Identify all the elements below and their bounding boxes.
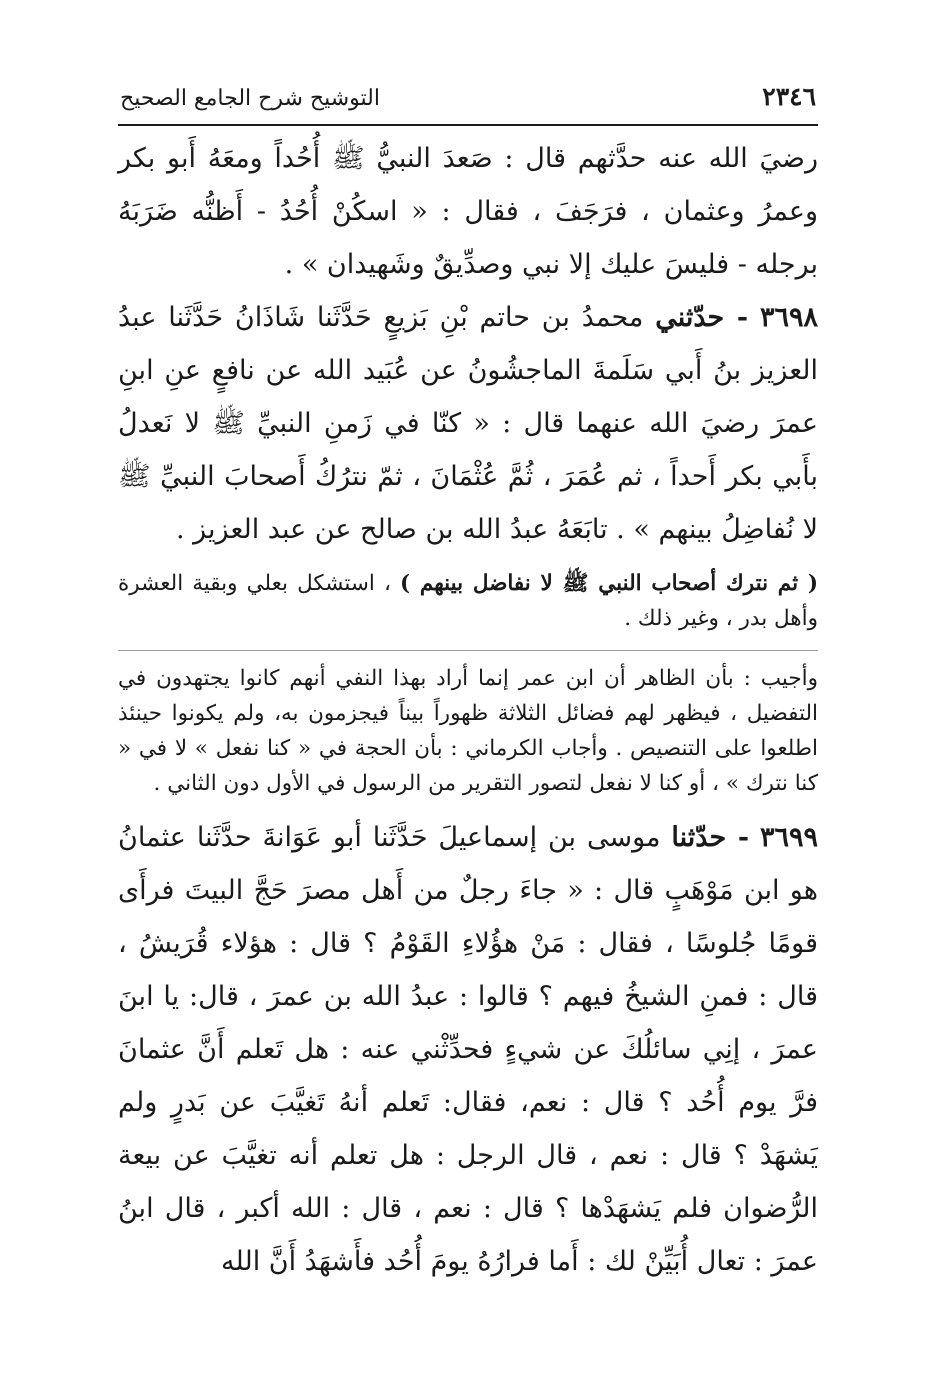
book-page (118, 82, 818, 1288)
hadith-3699 (118, 811, 818, 1288)
hadith-3698 (118, 291, 818, 556)
header-rule (118, 124, 818, 126)
hadith-continuation-text: رضيَ الله عنه حدَّثهم قال : صَعدَ النبيُّ ﷺ أُحُداً ومعَهُ أَبو بكر وعمرُ وعثمان ، فرَجَفَ ، فقال : « اسكُنْ أُحُدُ - أَظنُّه ضَرَبَهُ برجله - فليسَ عليك إلا نبي وصدِّيقٌ وشَهيدان » . (118, 143, 818, 280)
hadith-3698-lead: - حدّثني (655, 302, 749, 333)
section-divider (118, 650, 818, 651)
commentary-question (118, 566, 818, 636)
hadith-number-3698: ٣٦٩٨ (759, 302, 818, 333)
hadith-continuation (118, 132, 818, 291)
running-title: التوشيح شرح الجامع الصحيح (120, 86, 380, 111)
commentary-block-2 (118, 661, 818, 801)
page-header (118, 82, 818, 124)
commentary-answer (118, 661, 818, 801)
page-number: ٢٣٤٦ (762, 82, 816, 111)
commentary-block-1 (118, 566, 818, 636)
hadith-3699-text: موسى بن إسماعيلَ حَدَّثَنا أبو عَوَانةَ حدَّثَنا عثمانُ هو ابن مَوْهَبٍ قال : « جاءَ رجلٌ من أَهل مصرَ حَجَّ البيتَ فرأَى قومًا جُلوسًا ، فقال : مَنْ هؤُلاءِ القَوْمُ ؟ قال : هؤلاء قُرَيشُ ، قال : فمنِ الشيخُ فيهم ؟ قالوا : عبدُ الله بن عمرَ ، قال: يا ابنَ عمرَ ، إنِي سائلُكَ عن شيءٍ فحدِّثْني عنه : هل تَعلم أَنَّ عثمانَ فرَّ يوم أُحُد ؟ قال : نعم، فقال: تَعلم أنهُ تَغيَّبَ عن بَدرٍ ولم يَشهَدْ ؟ قال : نعم ، قال الرجل : هل تعلم أنه تغيَّبَ عن بيعة الرُّضوان فلم يَشهَدْها ؟ قال : نعم ، قال : الله أكبر ، قال ابنُ عمرَ : تعال أُبَيِّنْ لك : أَما فرارُهُ يومَ أُحُد فأَشهَدُ أَنَّ الله (118, 822, 818, 1277)
hadith-3698-text: محمدُ بن حاتم بْنِ بَزيعٍ حَدَّثَنا شَاذَانُ حَدَّثَنا عبدُ العزيز بنُ أَبي سَلَمةَ الماجشُونُ عن عُبَيد الله عن نافعٍ عنِ ابنِ عمرَ رضيَ الله عنهما قال : « كنّا في زَمنِ النبيِّ ﷺ لا نَعدلُ بأَبي بكر أَحداً ، ثم عُمَرَ ، ثُمَّ عُثْمَانَ ، ثمّ نترُكُ أَصحابَ النبيِّ ﷺ لا نُفاضِلُ بينهم » . تابَعَهُ عبدُ الله بن صالح عن عبد العزيز . (118, 302, 818, 545)
commentary-question-text: ، استشكل بعلي وبقية العشرة وأهل بدر ، وغير ذلك . (118, 571, 818, 631)
commentary-quote: ( ثم نترك أصحاب النبي ﷺ لا نفاضل بينهم ) (400, 571, 818, 596)
hadith-number-3699: ٣٦٩٩ (759, 822, 818, 853)
main-text-block-1 (118, 132, 818, 556)
spacer (118, 556, 818, 566)
main-text-block-2 (118, 811, 818, 1288)
spacer (118, 801, 818, 811)
hadith-3699-lead: - حدّثنا (671, 822, 750, 853)
commentary-answer-text: وأجيب : بأن الظاهر أن ابن عمر إنما أراد بهذا النفي أنهم كانوا يجتهدون في التفضيل ، فيظهر لهم فضائل الثلاثة ظهوراً بيناً فيجزمون به، ولم يكونوا حينئذ اطلعوا على التنصيص . وأجاب الكرماني : بأن الحجة في « كنا نفعل » لا في « كنا نترك » ، أو كنا لا نفعل لتصور التقرير من الرسول في الأول دون الثاني . (118, 666, 818, 796)
